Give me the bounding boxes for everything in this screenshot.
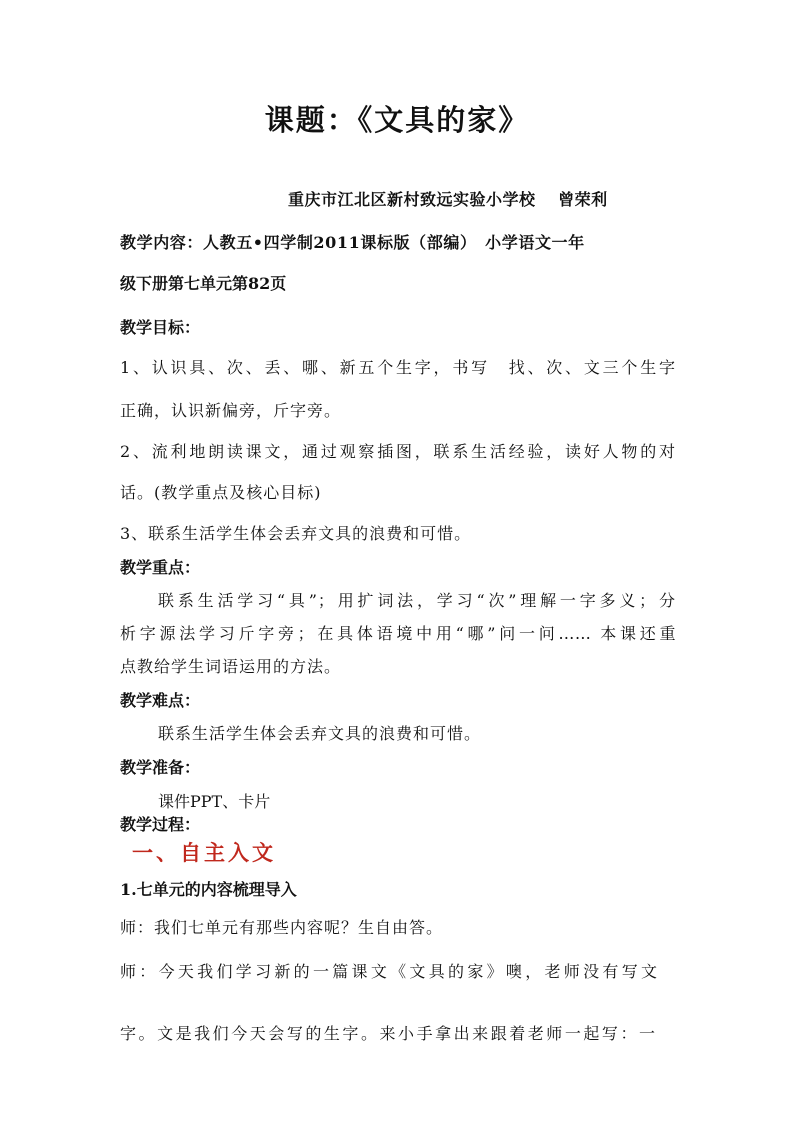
teaching-content-line-1: 教学内容：人教五•四学制2011课标版（部编） 小学语文一年 bbox=[120, 233, 585, 252]
teaching-content-line-2: 级下册第七单元第82页 bbox=[120, 274, 287, 293]
key-points-line-3: 点教给学生词语运用的方法。 bbox=[120, 657, 342, 676]
dialog-2-line-2: 字。文是我们今天会写的生字。来小手拿出来跟着老师一起写：一 bbox=[120, 1024, 656, 1043]
goal-2-line-1: 2、流利地朗读课文，通过观察插图，联系生活经验，读好人物的对 bbox=[120, 442, 676, 461]
author-line: 重庆市江北区新村致远实验小学校 曾荣利 bbox=[288, 190, 608, 209]
goal-1-line-2: 正确，认识新偏旁，斤字旁。 bbox=[120, 401, 342, 420]
key-points-heading: 教学重点： bbox=[120, 558, 201, 577]
key-points-line-1: 联系生活学习“具”；用扩词法，学习“次”理解一字多义；分 bbox=[158, 591, 676, 610]
preparation-heading: 教学准备： bbox=[120, 758, 201, 777]
dialog-1: 师：我们七单元有那些内容呢？生自由答。 bbox=[120, 918, 444, 937]
difficulties-text: 联系生活学生体会丢弃文具的浪费和可惜。 bbox=[158, 724, 482, 743]
goals-heading: 教学目标： bbox=[120, 318, 201, 337]
preparation-text: 课件PPT、卡片 bbox=[158, 792, 271, 811]
document-title: 课题：《文具的家》 bbox=[264, 103, 530, 137]
goal-3: 3、联系生活学生体会丢弃文具的浪费和可惜。 bbox=[120, 524, 472, 543]
key-points-line-2: 析字源法学习斤字旁；在具体语境中用“哪”问一问…… 本课还重 bbox=[120, 624, 676, 643]
process-heading: 教学过程： bbox=[120, 815, 201, 834]
goal-1-line-1: 1、认识具、次、丢、哪、新五个生字，书写 找、次、文三个生字 bbox=[120, 358, 676, 377]
goal-2-line-2: 话。(教学重点及核心目标) bbox=[120, 483, 322, 502]
difficulties-heading: 教学难点： bbox=[120, 691, 201, 710]
section-1-heading: 一、自主入文 bbox=[132, 840, 276, 865]
step-1-heading: 1.七单元的内容梳理导入 bbox=[120, 880, 297, 899]
dialog-2-line-1: 师：今天我们学习新的一篇课文《文具的家》噢，老师没有写文 bbox=[120, 962, 658, 981]
